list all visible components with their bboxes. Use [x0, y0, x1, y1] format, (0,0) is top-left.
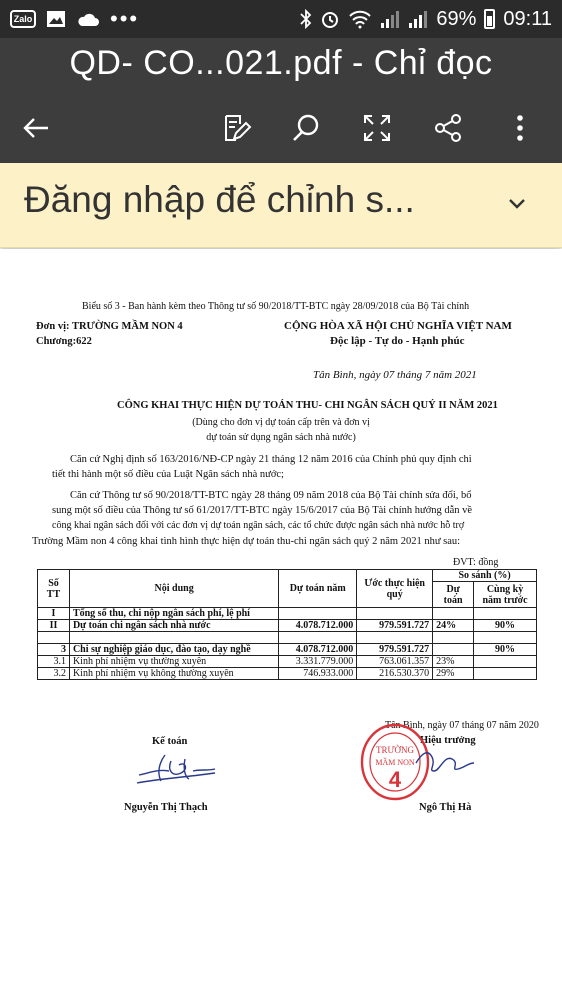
- image-icon: [46, 10, 66, 28]
- stamp-text-1: TRƯỜNG: [376, 745, 414, 755]
- signal-icon-1: [380, 9, 400, 29]
- pdf-page: [0, 249, 562, 1000]
- stamp-text-2: MẦM NON: [375, 758, 415, 767]
- paragraph-2-line-3: công khai ngân sách đối với các đơn vị dự toán ngân sách, các tổ chức được ngân sách nhà nước hỗ trợ: [52, 520, 465, 531]
- cell-actual: 979.591.727: [357, 620, 433, 632]
- edit-document-icon: [220, 112, 252, 144]
- document-subtitle-1: (Dùng cho đơn vị dự toán cấp trên và đơn vị: [192, 417, 370, 428]
- accountant-signature: [135, 747, 220, 789]
- accountant-name: Nguyễn Thị Thạch: [124, 802, 208, 813]
- header-vs-estimate: Dự toán: [433, 582, 474, 608]
- budget-table: [37, 569, 537, 680]
- cell-pct-previous: 90%: [474, 644, 537, 656]
- cell-pct-previous: [474, 656, 537, 668]
- cell-estimate: [279, 608, 357, 620]
- table-row: [38, 644, 537, 656]
- header-no: Số TT: [38, 570, 70, 608]
- cell-pct-previous: [474, 608, 537, 620]
- app-header: [0, 38, 562, 163]
- search-button[interactable]: [286, 108, 326, 148]
- cell-content: Kinh phí nhiệm vụ không thường xuyên: [69, 668, 278, 680]
- cell-actual: 979.591.727: [357, 644, 433, 656]
- principal-signature: [412, 741, 482, 781]
- cell-content: Chi sự nghiệp giáo dục, đào tạo, dạy nghề: [69, 644, 278, 656]
- signal-icon-2: [408, 9, 428, 29]
- cell-content: Kinh phí nhiệm vụ thường xuyên: [69, 656, 278, 668]
- cell-no: 3.2: [38, 668, 70, 680]
- accountant-role: Kế toán: [152, 736, 188, 747]
- chapter-code: Chương:622: [36, 336, 92, 347]
- cell-estimate: [279, 632, 357, 644]
- wifi-icon: [348, 9, 372, 29]
- cell-no: [38, 632, 70, 644]
- fullscreen-button[interactable]: [357, 108, 397, 148]
- cell-actual: [357, 608, 433, 620]
- cell-actual: [357, 632, 433, 644]
- header-actual: Ước thực hiện quý: [357, 570, 433, 608]
- cell-estimate: 746.933.000: [279, 668, 357, 680]
- cloud-icon: [76, 11, 100, 27]
- table-row: [38, 608, 537, 620]
- more-notifications-icon: •••: [110, 6, 140, 31]
- bluetooth-icon: [300, 9, 312, 29]
- battery-icon: [484, 9, 495, 29]
- paragraph-2-line-2: sung một số điều của Thông tư số 61/2017/TT-BTC ngày 15/6/2017 của Bộ Tài chính hướng dẫn về: [52, 505, 473, 516]
- back-button[interactable]: [16, 108, 56, 148]
- cell-pct-estimate: 23%: [433, 656, 474, 668]
- cell-pct-previous: 90%: [474, 620, 537, 632]
- table-row: [38, 620, 537, 632]
- cell-estimate: 3.331.779.000: [279, 656, 357, 668]
- cell-actual: 216.530.370: [357, 668, 433, 680]
- cell-pct-estimate: [433, 644, 474, 656]
- cell-pct-previous: [474, 632, 537, 644]
- unit-note: ĐVT: đồng: [453, 557, 499, 568]
- clock: 09:11: [503, 7, 552, 30]
- header-compare: So sánh (%): [433, 570, 537, 582]
- paragraph-2-line-1: Căn cứ Thông tư số 90/2018/TT-BTC ngày 28 tháng 09 năm 2018 của Bộ Tài chính sửa đổi, bổ: [70, 490, 472, 501]
- zalo-icon: Zalo: [10, 10, 36, 28]
- table-row: [38, 632, 537, 644]
- cell-pct-estimate: [433, 632, 474, 644]
- sign-in-banner-text: Đăng nhập để chỉnh s...: [24, 179, 415, 220]
- cell-pct-estimate: 29%: [433, 668, 474, 680]
- table-row: [38, 668, 537, 680]
- share-button[interactable]: [428, 108, 468, 148]
- paragraph-3: Trường Mầm non 4 công khai tình hình thực hiện dự toán thu-chi ngân sách quý 2 năm 2021 như sau:: [32, 536, 461, 547]
- fullscreen-icon: [362, 113, 392, 143]
- cell-content: [69, 632, 278, 644]
- edit-button[interactable]: [216, 108, 256, 148]
- nation-motto: Độc lập - Tự do - Hạnh phúc: [330, 335, 465, 347]
- back-arrow-icon: [21, 113, 51, 143]
- document-title: QD- CO...021.pdf - Chỉ đọc: [69, 44, 493, 82]
- cell-actual: 763.061.357: [357, 656, 433, 668]
- cell-no: 3.1: [38, 656, 70, 668]
- cell-pct-previous: [474, 668, 537, 680]
- header-estimate: Dự toán năm: [279, 570, 357, 608]
- search-icon: [290, 112, 322, 144]
- document-subtitle-2: dự toán sử dụng ngân sách nhà nước): [206, 432, 356, 443]
- place-date: Tân Bình, ngày 07 tháng 7 năm 2021: [313, 369, 477, 381]
- sign-in-banner[interactable]: [0, 163, 562, 248]
- chevron-down-icon[interactable]: [502, 189, 532, 219]
- cell-content: Tổng số thu, chi nộp ngân sách phí, lệ phí: [69, 608, 278, 620]
- paragraph-1-line-1: Căn cứ Nghị định số 163/2016/NĐ-CP ngày 21 tháng 12 năm 2016 của Chính phủ quy định chi: [70, 454, 472, 465]
- cell-no: 3: [38, 644, 70, 656]
- header-content: Nội dung: [69, 570, 278, 608]
- principal-name: Ngô Thị Hà: [419, 802, 472, 813]
- more-vert-icon: [515, 113, 525, 143]
- cell-pct-estimate: 24%: [433, 620, 474, 632]
- document-heading: CÔNG KHAI THỰC HIỆN DỰ TOÁN THU- CHI NGÂN SÁCH QUÝ II NĂM 2021: [117, 400, 498, 411]
- battery-percent: 69%: [436, 7, 477, 30]
- table-row: [38, 656, 537, 668]
- unit-name: Đơn vị: TRƯỜNG MẦM NON 4: [36, 321, 183, 332]
- form-reference: Biểu số 3 - Ban hành kèm theo Thông tư số 90/2018/TT-BTC ngày 28/09/2018 của Bộ Tài chính: [82, 301, 470, 312]
- signature-place-date: Tân Bình, ngày 07 tháng 07 năm 2020: [385, 720, 539, 731]
- table-header-row: [38, 570, 537, 582]
- paragraph-1-line-2: tiết thi hành một số điều của Luật Ngân sách nhà nước;: [52, 469, 284, 480]
- cell-no: II: [38, 620, 70, 632]
- principal-role: Hiệu trưởng: [420, 735, 476, 746]
- stamp-text-3: 4: [388, 767, 402, 792]
- cell-pct-estimate: [433, 608, 474, 620]
- share-icon: [433, 113, 463, 143]
- cell-content: Dự toán chi ngân sách nhà nước: [69, 620, 278, 632]
- alarm-icon: [320, 9, 340, 29]
- header-vs-same-period: Cùng kỳ năm trước: [474, 582, 537, 608]
- cell-estimate: 4.078.712.000: [279, 620, 357, 632]
- cell-no: I: [38, 608, 70, 620]
- more-options-button[interactable]: [500, 108, 540, 148]
- cell-estimate: 4.078.712.000: [279, 644, 357, 656]
- toolbar: [0, 106, 562, 150]
- nation-name: CỘNG HÒA XÃ HỘI CHỦ NGHĨA VIỆT NAM: [284, 320, 512, 332]
- status-bar: [0, 0, 562, 38]
